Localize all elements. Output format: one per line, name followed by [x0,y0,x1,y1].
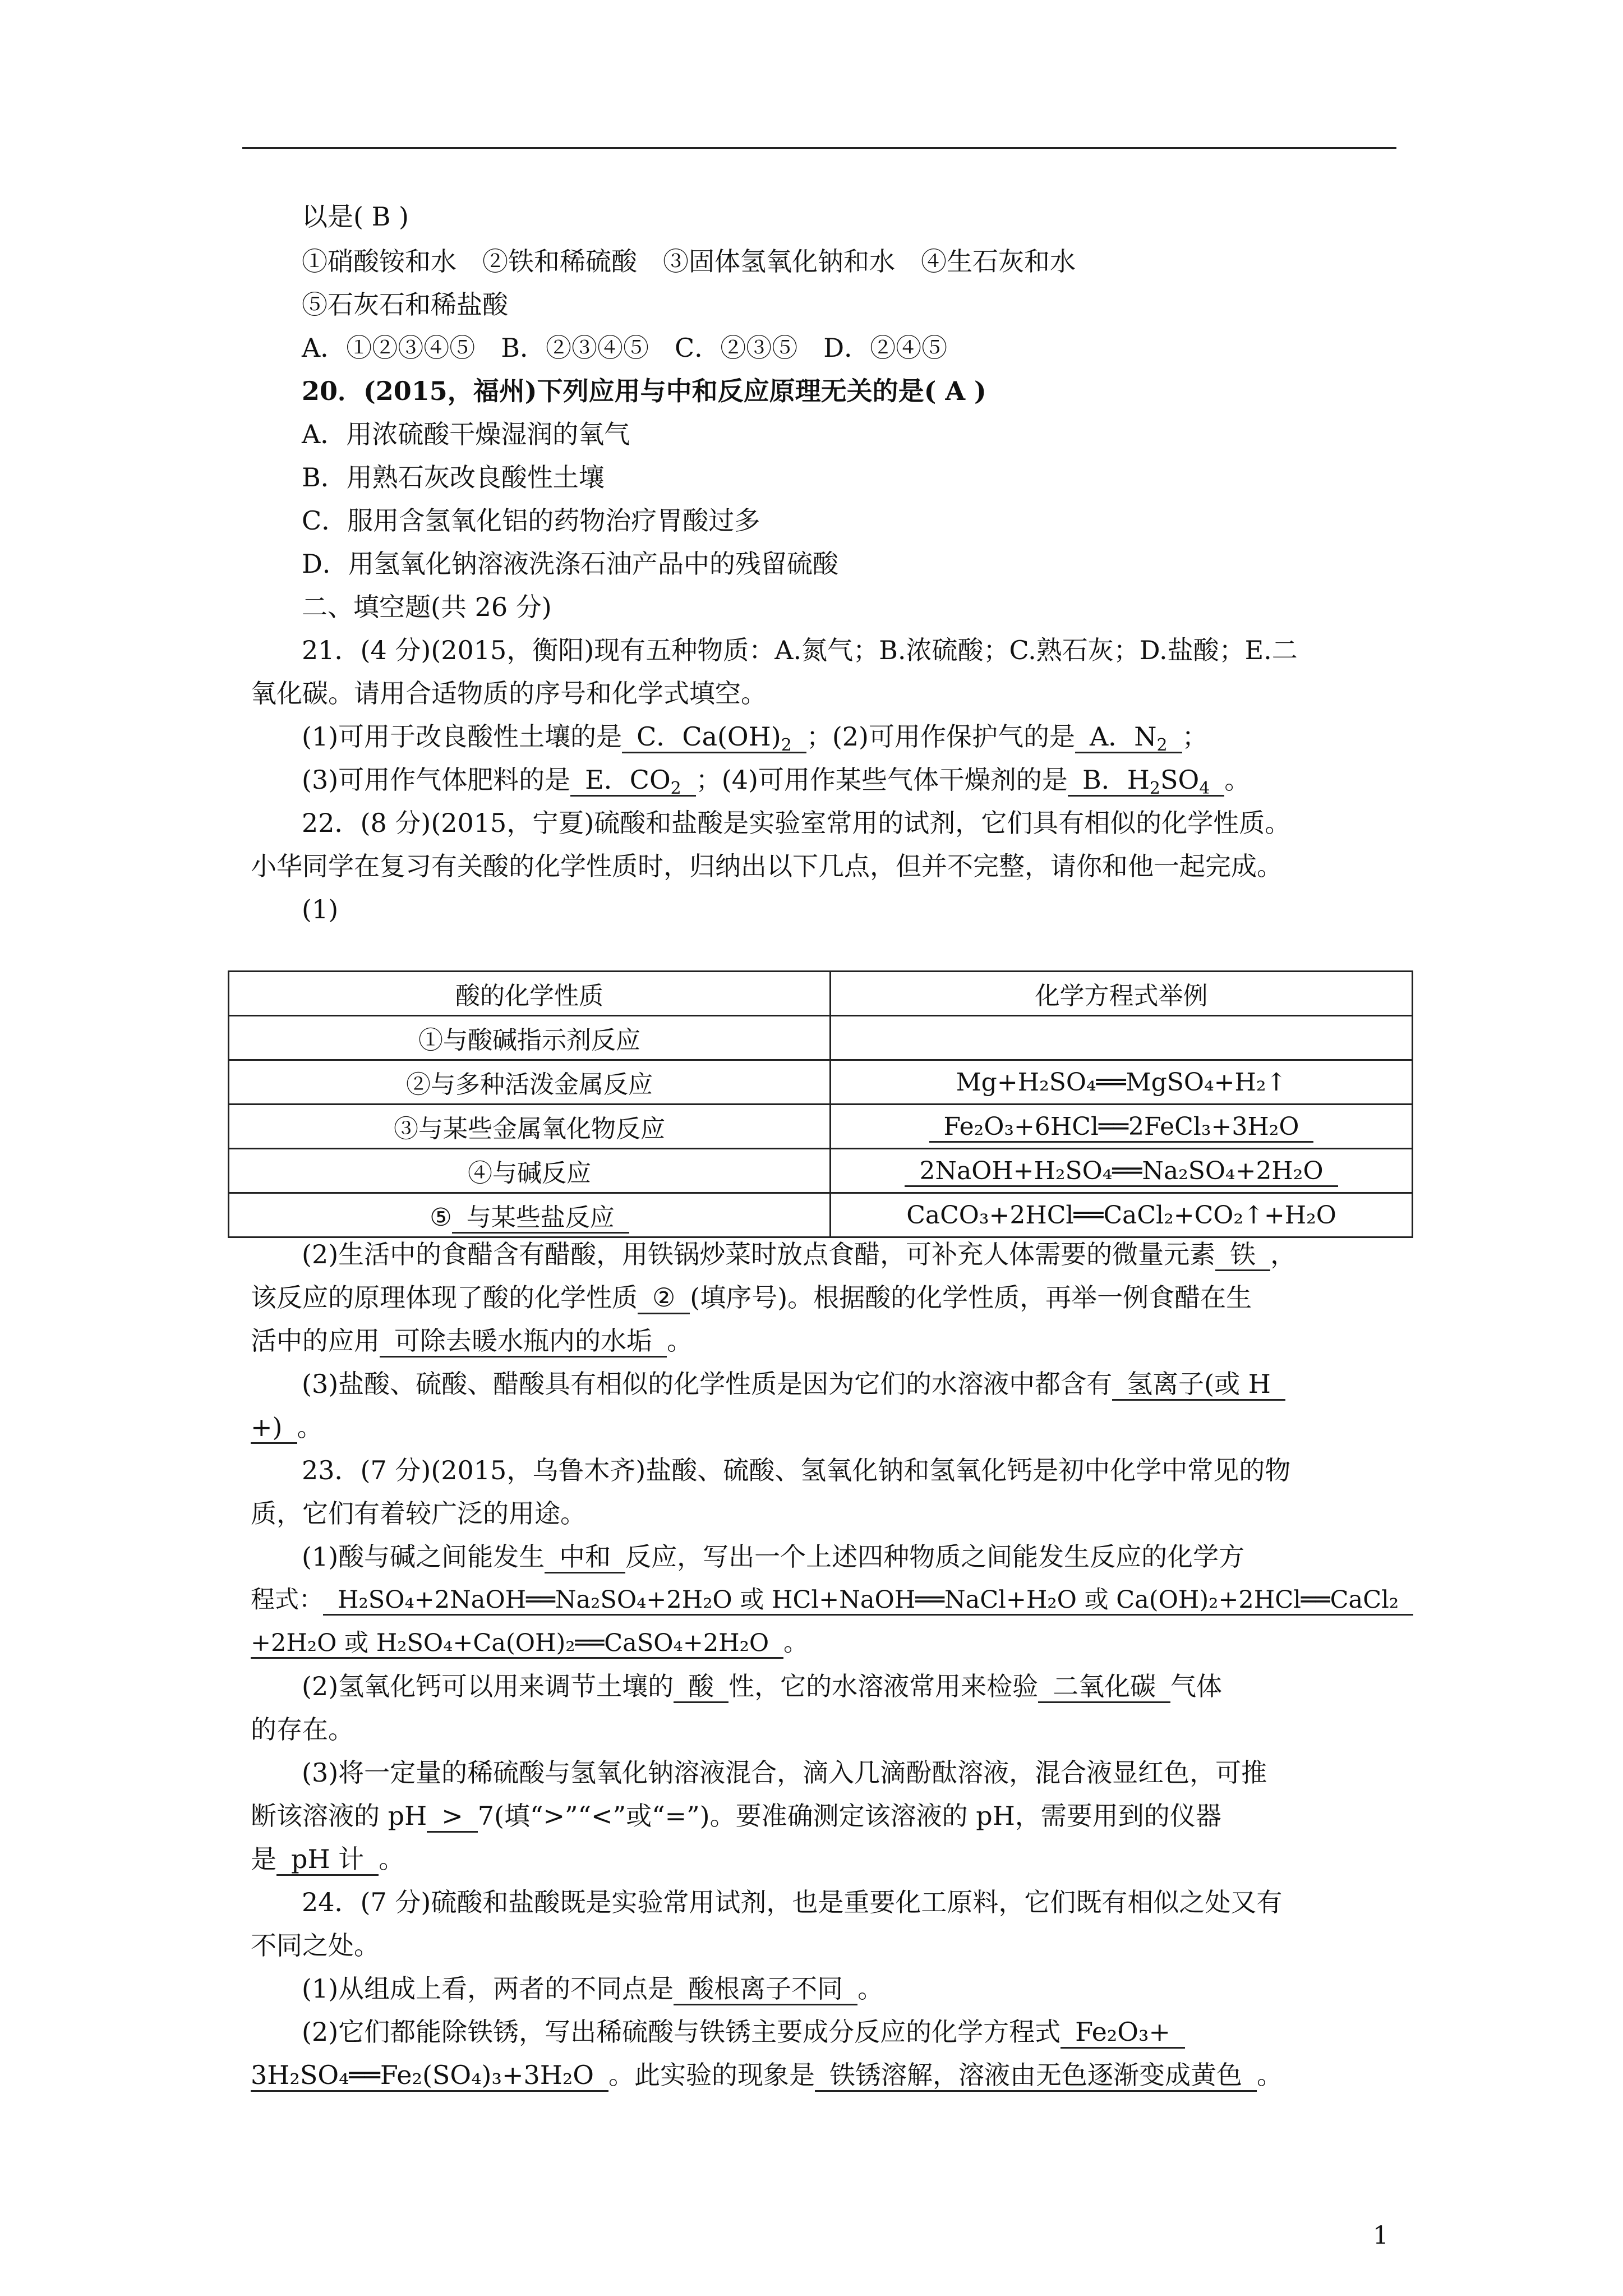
q23-p3-text: 断该溶液的 pH [251,1801,427,1831]
q19-choices: A．①②③④⑤ B．②③④⑤ C．②③⑤ D．②④⑤ [302,333,948,363]
q24-p2-text: (2)它们都能除铁锈，写出稀硫酸与铁锈主要成分反应的化学方程式 [302,2017,1061,2047]
q22-p3-text: (3)盐酸、硫酸、醋酸具有相似的化学性质是因为它们的水溶液中都含有 [302,1369,1113,1399]
q20-option-c: C．服用含氢氧化铝的药物治疗胃酸过多 [302,505,760,536]
table-row [229,1193,1413,1237]
q23-stem: 23．(7 分)(2015，乌鲁木齐)盐酸、硫酸、氢氧化钠和氢氧化钙是初中化学中常见的物 [302,1455,1291,1485]
table-cell-property: ①与酸碱指示剂反应 [229,1016,831,1060]
q19-answer-line: 以是( B ) [302,201,409,232]
q23-p3-answer-1: > [427,1801,478,1833]
table-header-row [229,972,1413,1016]
q23-p1-end: 。 [783,1629,808,1657]
q21-p3-answer-text: E．CO [585,765,671,795]
q23-p1-text: (1)酸与碱之间能发生 [302,1542,545,1572]
q21-p1-answer-text: C．Ca(OH) [637,721,781,752]
q22-stem: 22．(8 分)(2015，宁夏)硫酸和盐酸是实验室常用的试剂，它们具有相似的化学性质。 [302,808,1291,838]
q23-p2-answer-1: 酸 [674,1671,728,1703]
q23-part-3-line-1: (3)将一定量的稀硫酸与氢氧化钠溶液混合，滴入几滴酚酞溶液，混合液显红色，可推 [302,1757,1267,1788]
q22-part-2-line-1 [302,1237,1296,1271]
table-cell-example: Mg+H₂SO₄══MgSO₄+H₂↑ [831,1060,1413,1105]
q22-part-2-line-2 [251,1281,1252,1314]
table-cell-example [831,1149,1413,1193]
q21-p3-answer-subscript: 2 [670,779,681,798]
q22-p3-end: 。 [297,1412,323,1442]
table-answer-example: Fe₂O₃+6HCl══2FeCl₃+3H₂O [929,1112,1314,1143]
q21-line-2-end: 。 [1224,765,1251,795]
q19-options-line: ①硝酸铵和水 ②铁和稀硫酸 ③固体氢氧化钠和水 ④生石灰和水 [302,246,1076,277]
table-cell-example [831,1105,1413,1149]
q21-p3-text: (3)可用作气体肥料的是 [302,765,571,795]
q22-p2-text-3: (填序号)。根据酸的化学性质，再举一例食醋在生 [690,1282,1252,1313]
table-property-prefix: ⑤ [430,1203,452,1232]
q20-option-b: B．用熟石灰改良酸性土壤 [302,462,605,493]
q20-option-a: A．用浓硫酸干燥湿润的氧气 [302,419,630,449]
q24-p2-answer-3: 铁锈溶解，溶液由无色逐渐变成黄色 [815,2060,1257,2092]
q22-stem-2: 小华同学在复习有关酸的化学性质时，归纳出以下几点，但并不完整，请你和他一起完成。 [251,851,1283,881]
table-cell-example: CaCO₃+2HCl══CaCl₂+CO₂↑+H₂O [831,1193,1413,1237]
q22-p2-answer-1: 铁 [1215,1239,1270,1271]
q24-part-2-line-2 [251,2058,1283,2092]
q24-p1-text: (1)从组成上看，两者的不同点是 [302,1973,674,2004]
acid-properties-table [228,970,1413,1238]
q23-equation-answer: H₂SO₄+2NaOH══Na₂SO₄+2H₂O 或 HCl+NaOH══NaCl+H₂O 或 Ca(OH)₂+2HCl══CaCl₂ [323,1586,1413,1616]
q20-stem: 20．(2015，福州)下列应用与中和反应原理无关的是( A ) [302,376,986,406]
q22-part-3-line-2 [251,1410,323,1444]
q21-stem: 21．(4 分)(2015，衡阳)现有五种物质：A.氮气；B.浓硫酸；C.熟石灰；D.盐酸；E.二 [302,635,1298,665]
table-cell-example [831,1016,1413,1060]
q24-p1-answer: 酸根离子不同 [674,1973,857,2005]
q21-p4-text: ；(4)可用作某些气体干燥剂的是 [695,765,1068,795]
table-cell-property: ②与多种活泼金属反应 [229,1060,831,1105]
q22-part-1-label: (1) [302,894,339,924]
q23-p1-text-3: 程式： [251,1586,323,1614]
q23-p3-end: 。 [379,1844,405,1874]
q23-part-1-line-2 [251,1583,1413,1617]
q24-p2-answer-2: 3H₂SO₄══Fe₂(SO₄)₃+3H₂O [251,2060,608,2092]
q23-p2-answer-2: 二氧化碳 [1038,1671,1170,1703]
q24-p2-end: 。 [1257,2060,1283,2090]
q23-p3-text-3: 是 [251,1844,276,1874]
q23-p2-text: (2)氢氧化钙可以用来调节土壤的 [302,1671,674,1701]
table-cell-property: ③与某些金属氧化物反应 [229,1105,831,1149]
section-heading: 二、填空题(共 26 分) [302,592,552,622]
q24-p1-end: 。 [857,1973,884,2004]
q24-p2-text-2: 。此实验的现象是 [608,2060,815,2090]
q22-part-3-line-1 [302,1367,1285,1401]
q21-line-1 [302,720,1208,753]
q21-line-2 [302,763,1250,797]
q21-p2-text: ；(2)可用作保护气的是 [806,721,1075,752]
table-row [229,1105,1413,1149]
q21-p4-answer-subscript: 2 [1149,779,1160,798]
header-rule [242,147,1396,149]
table-answer-example: 2NaOH+H₂SO₄══Na₂SO₄+2H₂O [905,1157,1338,1187]
q19-options-line-2: ⑤石灰石和稀盐酸 [302,289,508,320]
q23-p3-text-2: 7(填“>”“<”或“=”)。要准确测定该溶液的 pH，需要用到的仪器 [477,1801,1221,1831]
q21-p2-answer [1075,721,1182,753]
q22-p2-end: 。 [667,1326,693,1356]
q23-p1-text-2: 反应，写出一个上述四种物质之间能发生反应的化学方 [625,1542,1245,1572]
q21-p1-answer [622,721,806,753]
table-row [229,1149,1413,1193]
table-answer-property: 与某些盐反应 [452,1203,629,1234]
q23-part-3-line-3 [251,1842,404,1876]
q21-p1-answer-subscript: 2 [781,735,792,755]
q22-p2-answer-2: ② [638,1282,690,1314]
q24-part-2-line-1 [302,2015,1185,2049]
q23-part-2-line-1 [302,1669,1222,1703]
q21-line-1-end: ； [1182,721,1208,752]
q24-stem: 24．(7 分)硫酸和盐酸既是实验常用试剂，也是重要化工原料，它们既有相似之处又有 [302,1887,1283,1917]
q23-stem-2: 质，它们有着较广泛的用途。 [251,1498,586,1529]
q23-part-2-line-2: 的存在。 [251,1714,354,1745]
q22-p3-answer-cont: +) [251,1412,297,1444]
q21-p2-answer-subscript: 2 [1156,735,1168,755]
q22-p2-text-2: 该反应的原理体现了酸的化学性质 [251,1282,638,1313]
q23-p1-answer: 中和 [545,1542,625,1573]
q23-part-1-line-3 [251,1626,808,1660]
q21-p3-answer [570,765,696,797]
q21-p4-answer [1068,765,1224,797]
q21-p4-answer-subscript-2: 4 [1199,779,1210,798]
table-row [229,1060,1413,1105]
table-cell-property [229,1193,831,1237]
q21-stem-2: 氧化碳。请用合适物质的序号和化学式填空。 [251,678,767,708]
q21-p2-answer-text: A．N [1089,721,1157,752]
page-number: 1 [1373,2221,1389,2250]
q24-stem-2: 不同之处。 [251,1930,380,1961]
q20-option-d: D．用氢氧化钠溶液洗涤石油产品中的残留硫酸 [302,549,838,579]
q22-p2-answer-3: 可除去暖水瓶内的水垢 [380,1326,667,1358]
q23-equation-answer-cont: +2H₂O 或 H₂SO₄+Ca(OH)₂══CaSO₄+2H₂O [251,1629,783,1659]
table-header-example: 化学方程式举例 [831,972,1413,1016]
q24-p2-answer-1: Fe₂O₃+ [1061,2017,1185,2049]
q23-part-3-line-2 [251,1799,1221,1833]
q22-p2-text: (2)生活中的食醋含有醋酸，用铁锅炒菜时放点食醋，可补充人体需要的微量元素 [302,1239,1216,1269]
q23-p2-text-2: 性，它的水溶液常用来检验 [728,1671,1039,1701]
q23-p3-answer-2: pH 计 [276,1844,379,1876]
q22-part-2-line-3 [251,1324,693,1358]
q21-p1-text: (1)可用于改良酸性土壤的是 [302,721,623,752]
q22-p3-answer: 氢离子(或 H [1112,1369,1285,1401]
q23-part-1-line-1 [302,1540,1244,1573]
table-header-property: 酸的化学性质 [229,972,831,1016]
table-cell-property: ④与碱反应 [229,1149,831,1193]
q22-p2-text-4: 活中的应用 [251,1326,380,1356]
q22-p2-punct: ， [1270,1239,1297,1269]
q23-p2-text-3: 气体 [1170,1671,1223,1701]
q21-p4-answer-text-2: SO [1160,765,1200,795]
q24-part-1 [302,1972,883,2005]
q21-p4-answer-text: B．H [1082,765,1150,795]
table-row [229,1016,1413,1060]
